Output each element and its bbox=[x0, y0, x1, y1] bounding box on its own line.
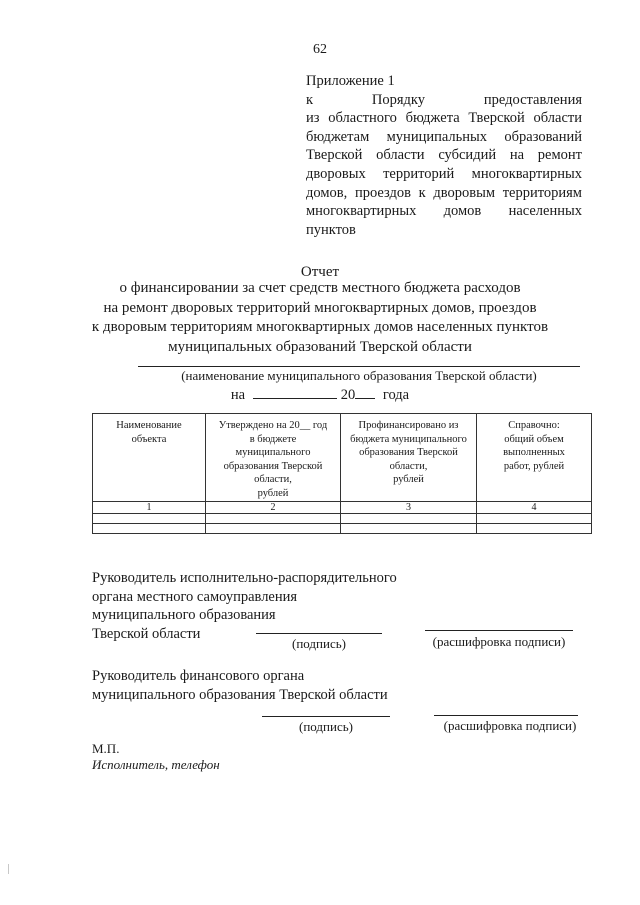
finance-decode-caption: (расшифровка подписи) bbox=[443, 718, 577, 733]
table-cell[interactable] bbox=[341, 513, 477, 523]
executor-phone: Исполнитель, телефон bbox=[92, 757, 220, 772]
appendix-line: из областного бюджета Тверской области bbox=[306, 110, 582, 127]
header-reference-volume: Справочно: общий объем выполненных работ, рублей bbox=[477, 414, 592, 502]
header-financed: Профинансировано из бюджета муниципального образования Тверской области, рублей bbox=[341, 414, 477, 502]
report-title: Отчет bbox=[300, 264, 340, 280]
date-year-field[interactable] bbox=[355, 384, 375, 399]
appendix-line: Приложение 1 bbox=[306, 73, 395, 89]
column-number: 4 bbox=[477, 501, 592, 513]
appendix-line: дворовых территорий многоквартирных bbox=[306, 165, 582, 182]
table-cell[interactable] bbox=[93, 513, 206, 523]
table-cell[interactable] bbox=[206, 523, 341, 533]
executive-decode-field[interactable] bbox=[425, 630, 573, 631]
column-number: 1 bbox=[93, 501, 206, 513]
executive-decode-caption: (расшифровка подписи) bbox=[432, 634, 566, 649]
municipality-name-caption: (наименование муниципального образования Тверской области) bbox=[181, 368, 537, 383]
stamp-place: М.П. bbox=[92, 741, 120, 756]
report-subtitle-line: на ремонт дворовых территорий многоквартирных домов, проездов bbox=[103, 299, 537, 316]
table-column-numbers-row bbox=[93, 501, 592, 513]
finance-signature-field[interactable] bbox=[262, 716, 390, 717]
table-cell[interactable] bbox=[477, 523, 592, 533]
financing-table bbox=[92, 413, 592, 534]
executive-head-line: Руководитель исполнительно-распорядительного bbox=[92, 570, 397, 586]
date-year: 20 bbox=[340, 387, 356, 403]
table-row bbox=[93, 523, 592, 533]
appendix-line: домов, проездов к дворовым территориям bbox=[306, 184, 582, 201]
report-subtitle bbox=[60, 279, 580, 357]
finance-head-block bbox=[92, 667, 452, 704]
executive-head-line: Тверской области bbox=[92, 625, 201, 642]
date-day-month-field[interactable] bbox=[253, 384, 337, 399]
finance-signature-caption: (подпись) bbox=[299, 719, 353, 734]
appendix-line: многоквартирных домов населенных bbox=[306, 203, 582, 220]
table-row bbox=[93, 513, 592, 523]
table-header-row bbox=[93, 414, 592, 502]
executive-head-line: муниципального образования bbox=[92, 607, 276, 624]
executive-head-line: органа местного самоуправления bbox=[92, 588, 298, 605]
column-number: 3 bbox=[341, 501, 477, 513]
page-number: 62 bbox=[313, 42, 327, 57]
finance-decode-field[interactable] bbox=[434, 715, 578, 716]
report-date-line bbox=[0, 384, 640, 404]
table-cell[interactable] bbox=[477, 513, 592, 523]
date-suffix: года bbox=[382, 387, 410, 403]
date-prefix: на bbox=[230, 387, 246, 403]
column-number: 2 bbox=[206, 501, 341, 513]
table-cell[interactable] bbox=[206, 513, 341, 523]
executive-signature-field[interactable] bbox=[256, 633, 382, 634]
report-subtitle-line: к дворовым территориям многоквартирных домов населенных пунктов bbox=[91, 319, 549, 335]
appendix-block bbox=[306, 72, 582, 239]
appendix-line: к Порядку предоставления bbox=[306, 91, 582, 108]
appendix-line: пунктов bbox=[306, 221, 356, 238]
finance-head-line: Руководитель финансового органа bbox=[92, 668, 305, 684]
table-cell[interactable] bbox=[93, 523, 206, 533]
margin-mark bbox=[8, 864, 9, 874]
header-approved: Утверждено на 20__ год в бюджете муниципального образования Тверской области, рублей bbox=[206, 414, 341, 502]
finance-head-line: муниципального образования Тверской области bbox=[92, 686, 388, 703]
executive-signature-caption: (подпись) bbox=[292, 636, 346, 651]
report-subtitle-line: муниципальных образований Тверской области bbox=[168, 338, 472, 355]
table-cell[interactable] bbox=[341, 523, 477, 533]
appendix-line: Тверской области субсидий на ремонт bbox=[306, 147, 582, 164]
header-object-name: Наименование объекта bbox=[93, 414, 206, 502]
report-subtitle-line: о финансировании за счет средств местного бюджета расходов bbox=[119, 280, 521, 296]
municipality-name-field[interactable] bbox=[138, 366, 580, 367]
appendix-line: бюджетам муниципальных образований bbox=[306, 128, 582, 145]
